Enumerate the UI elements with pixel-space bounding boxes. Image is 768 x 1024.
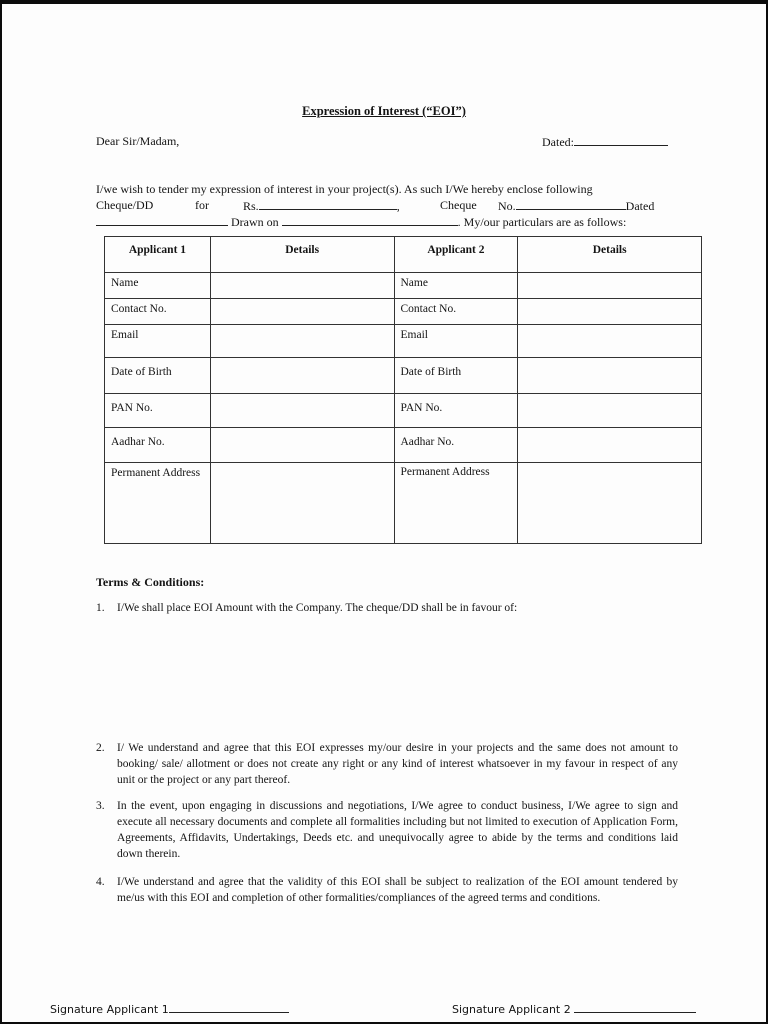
term-number: 2. xyxy=(96,742,105,754)
row-label-aadhar-2: Aadhar No. xyxy=(394,428,518,463)
name-2-cell[interactable] xyxy=(518,273,702,299)
header-applicant-1: Applicant 1 xyxy=(105,237,211,273)
amount-blank[interactable] xyxy=(259,198,397,210)
dated-inline: Dated xyxy=(625,199,655,213)
header-details-1: Details xyxy=(210,237,394,273)
form-title: Expression of Interest (“EOI”) xyxy=(302,104,466,118)
term-item-4 xyxy=(96,874,678,906)
cheque-no-blank[interactable] xyxy=(516,198,626,210)
row-label-aadhar-1: Aadhar No. xyxy=(105,428,211,463)
term-item-2 xyxy=(96,740,678,788)
dated-field xyxy=(542,134,668,150)
intro-line-1: I/we wish to tender my expression of interest in your project(s). As such I/We hereby enclose following xyxy=(96,182,593,196)
table-row xyxy=(105,358,702,394)
table-row xyxy=(105,394,702,428)
term-item-3 xyxy=(96,798,678,862)
term-number: 4. xyxy=(96,876,105,888)
terms-heading: Terms & Conditions: xyxy=(96,575,205,589)
term-number: 1. xyxy=(96,602,105,614)
address-1-cell[interactable] xyxy=(210,463,394,544)
header-applicant-2: Applicant 2 xyxy=(394,237,518,273)
row-label-email-2: Email xyxy=(394,325,518,358)
intro-rs xyxy=(243,198,400,214)
intro-for: for xyxy=(195,198,209,212)
signature-applicant-1 xyxy=(50,1001,289,1016)
signature-applicant-2 xyxy=(452,1001,696,1016)
header-details-2: Details xyxy=(518,237,702,273)
row-label-contact-2: Contact No. xyxy=(394,299,518,325)
contact-1-cell[interactable] xyxy=(210,299,394,325)
dob-1-cell[interactable] xyxy=(210,358,394,394)
row-label-email-1: Email xyxy=(105,325,211,358)
document-page xyxy=(2,4,766,1022)
contact-2-cell[interactable] xyxy=(518,299,702,325)
term-number: 3. xyxy=(96,800,105,812)
row-label-dob-2: Date of Birth xyxy=(394,358,518,394)
row-label-name-1: Name xyxy=(105,273,211,299)
particulars-label: . My/our particulars are as follows: xyxy=(457,215,627,229)
intro-line-3 xyxy=(96,214,626,230)
dated-label: Dated: xyxy=(542,135,574,149)
date-blank[interactable] xyxy=(96,214,228,226)
bank-blank[interactable] xyxy=(282,214,458,226)
drawn-on-label: Drawn on xyxy=(231,215,279,229)
intro-no xyxy=(498,198,654,214)
row-label-pan-2: PAN No. xyxy=(394,394,518,428)
table-row xyxy=(105,463,702,544)
comma: , xyxy=(396,199,400,213)
email-2-cell[interactable] xyxy=(518,325,702,358)
dob-2-cell[interactable] xyxy=(518,358,702,394)
table-row xyxy=(105,325,702,358)
intro-cheque-dd: Cheque/DD xyxy=(96,198,154,212)
address-2-cell[interactable] xyxy=(518,463,702,544)
name-1-cell[interactable] xyxy=(210,273,394,299)
pan-2-cell[interactable] xyxy=(518,394,702,428)
no-label: No. xyxy=(498,199,516,213)
signature-label-1: Signature Applicant 1 xyxy=(50,1003,169,1016)
applicant-table xyxy=(104,236,702,544)
intro-cheque: Cheque xyxy=(440,198,477,212)
term-text: I/We shall place EOI Amount with the Company. The cheque/DD shall be in favour of: xyxy=(117,602,518,614)
pan-1-cell[interactable] xyxy=(210,394,394,428)
term-item-1 xyxy=(96,600,678,616)
term-text: In the event, upon engaging in discussions and negotiations, I/We agree to conduct business, I/We agree to sign and execute all necessary documents and complete all formalities including but not limited to execution of Application Form, Agreements, Affidavits, Undertakings, Deeds etc. and unequivocally agree to abide by the terms and conditions laid down therein. xyxy=(117,800,678,860)
table-row xyxy=(105,428,702,463)
row-label-dob-1: Date of Birth xyxy=(105,358,211,394)
signature-line-2[interactable] xyxy=(574,1001,696,1013)
signature-label-2: Signature Applicant 2 xyxy=(452,1003,571,1016)
row-label-address-2: Permanent Address xyxy=(394,463,518,544)
term-text: I/ We understand and agree that this EOI expresses my/our desire in your projects and the same does not amount to booking/ sale/ allotment or does not create any right or any kind of interest whatsoever in my favour in respect of any unit or the project or any part thereof. xyxy=(117,742,678,786)
table-row xyxy=(105,299,702,325)
row-label-contact-1: Contact No. xyxy=(105,299,211,325)
term-text: I/We understand and agree that the validity of this EOI shall be subject to realization of the EOI amount tendered by me/us with this EOI and completion of other formalities/compliances of the agreed terms and conditions. xyxy=(117,876,678,904)
table-row xyxy=(105,273,702,299)
rs-label: Rs. xyxy=(243,199,259,213)
aadhar-2-cell[interactable] xyxy=(518,428,702,463)
signature-line-1[interactable] xyxy=(169,1001,289,1013)
email-1-cell[interactable] xyxy=(210,325,394,358)
row-label-pan-1: PAN No. xyxy=(105,394,211,428)
table-header-row xyxy=(105,237,702,273)
salutation: Dear Sir/Madam, xyxy=(96,134,180,148)
aadhar-1-cell[interactable] xyxy=(210,428,394,463)
dated-blank[interactable] xyxy=(574,134,668,146)
row-label-address-1: Permanent Address xyxy=(105,463,211,544)
row-label-name-2: Name xyxy=(394,273,518,299)
